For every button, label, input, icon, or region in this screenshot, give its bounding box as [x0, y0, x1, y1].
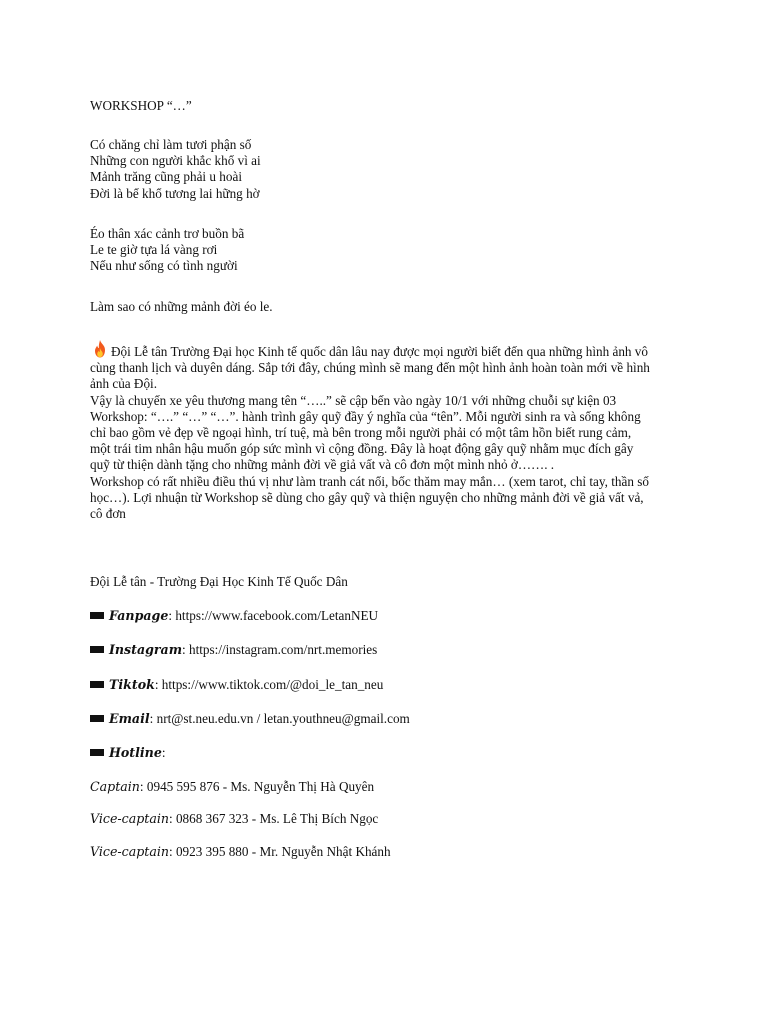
contact-value-link[interactable]: : https://www.facebook.com/LetanNEU — [168, 608, 379, 623]
hotline-role: Vice-captain — [90, 844, 169, 859]
body-line: Workshop: “….” “…” “…”. hành trình gây quỹ đầy ý nghĩa của “tên”. Mỗi người sinh ra và sống không — [90, 408, 641, 424]
closing-line: Làm sao có những mảnh đời éo le. — [90, 299, 273, 314]
poem-line: Mảnh trăng cũng phải u hoài — [90, 169, 242, 185]
poem-line: Nếu như sống có tình người — [90, 258, 238, 274]
body-line: Vậy là chuyến xe yêu thương mang tên “…..” sẽ cập bến vào ngày 10/1 với những chuỗi sự kiện 03 — [90, 392, 617, 408]
hotline-vice-captain-1 — [90, 811, 378, 827]
contact-instagram — [90, 642, 377, 658]
event-description — [90, 339, 680, 522]
body-line: một trái tim nhân hậu muốn góp sức mình vì cộng đồng. Đây là hoạt động gây quỹ nhằm mục đích gây — [90, 441, 634, 457]
contact-value-link[interactable]: : https://instagram.com/nrt.memories — [182, 642, 378, 657]
bullet-square-icon — [90, 612, 104, 619]
contact-email — [90, 711, 410, 727]
body-line: Workshop có rất nhiều điều thú vị như làm tranh cát nổi, bốc thăm may mắn… (xem tarot, chỉ tay, thần số — [90, 473, 649, 489]
poem-stanza-1 — [90, 137, 680, 202]
contact-label: Email — [109, 711, 150, 726]
hotline-role: Captain — [90, 779, 140, 794]
hotline-info: : 0868 367 323 - Ms. Lê Thị Bích Ngọc — [169, 811, 379, 826]
poem-line: Éo thân xác cảnh trơ buồn bã — [90, 226, 245, 241]
document-title: WORKSHOP “…” — [90, 98, 192, 113]
hotline-info: : 0945 595 876 - Ms. Nguyễn Thị Hà Quyên — [139, 779, 375, 794]
hotline-role: Vice-captain — [90, 811, 169, 826]
body-line: cùng thanh lịch và duyên dáng. Sắp tới đây, chúng mình sẽ mang đến một hình ảnh hoàn toàn mới về hình — [90, 360, 650, 376]
contact-tiktok — [90, 677, 383, 693]
contact-label: Hotline — [109, 745, 162, 760]
poem-stanza-2 — [90, 226, 680, 275]
poem-line: Đời là bể khổ tương lai hững hờ — [90, 185, 260, 201]
poem-line: Những con người khắc khổ vì ai — [90, 153, 261, 169]
hotline-vice-captain-2 — [90, 844, 391, 860]
hotline-info: : 0923 395 880 - Mr. Nguyễn Nhật Khánh — [169, 844, 391, 859]
bullet-square-icon — [90, 681, 104, 688]
contact-value-link[interactable]: : nrt@st.neu.edu.vn / letan.youthneu@gmail.com — [149, 711, 410, 726]
bullet-square-icon — [90, 646, 104, 653]
contact-label: Tiktok — [109, 677, 155, 692]
body-line: chỉ bao gồm vẻ đẹp về ngoại hình, trí tuệ, mà bên trong mỗi người phải có một tâm hồn biết rung cảm, — [90, 425, 632, 441]
body-line-first — [90, 339, 680, 360]
poem-line: Le te giờ tựa lá vàng rơi — [90, 242, 218, 258]
body-line: quỹ từ thiện dành tặng cho những mảnh đời về giả vất và cô đơn một mình nhỏ ở……. . — [90, 457, 555, 473]
body-line: ảnh của Đội. — [90, 376, 158, 392]
contact-value-link[interactable]: : https://www.tiktok.com/@doi_le_tan_neu — [154, 677, 384, 692]
fire-icon — [90, 339, 110, 359]
contact-fanpage — [90, 608, 378, 624]
body-line: Đội Lễ tân Trường Đại học Kinh tế quốc dân lâu nay được mọi người biết đến qua những hình ảnh vô — [111, 344, 648, 359]
hotline-captain — [90, 779, 374, 795]
poem-line: Có chăng chỉ làm tươi phận số — [90, 137, 252, 152]
body-line: cô đơn — [90, 506, 126, 522]
contact-hotline — [90, 745, 166, 761]
bullet-square-icon — [90, 749, 104, 756]
contact-value: : — [161, 745, 166, 760]
bullet-square-icon — [90, 715, 104, 722]
body-line: học…). Lợi nhuận từ Workshop sẽ dùng cho gây quỹ và thiện nguyện cho những mảnh đời về giả vất vả, — [90, 489, 644, 505]
contact-label: Fanpage — [109, 608, 169, 623]
org-name: Đội Lễ tân - Trường Đại Học Kinh Tế Quốc Dân — [90, 574, 348, 589]
contact-label: Instagram — [109, 642, 183, 657]
